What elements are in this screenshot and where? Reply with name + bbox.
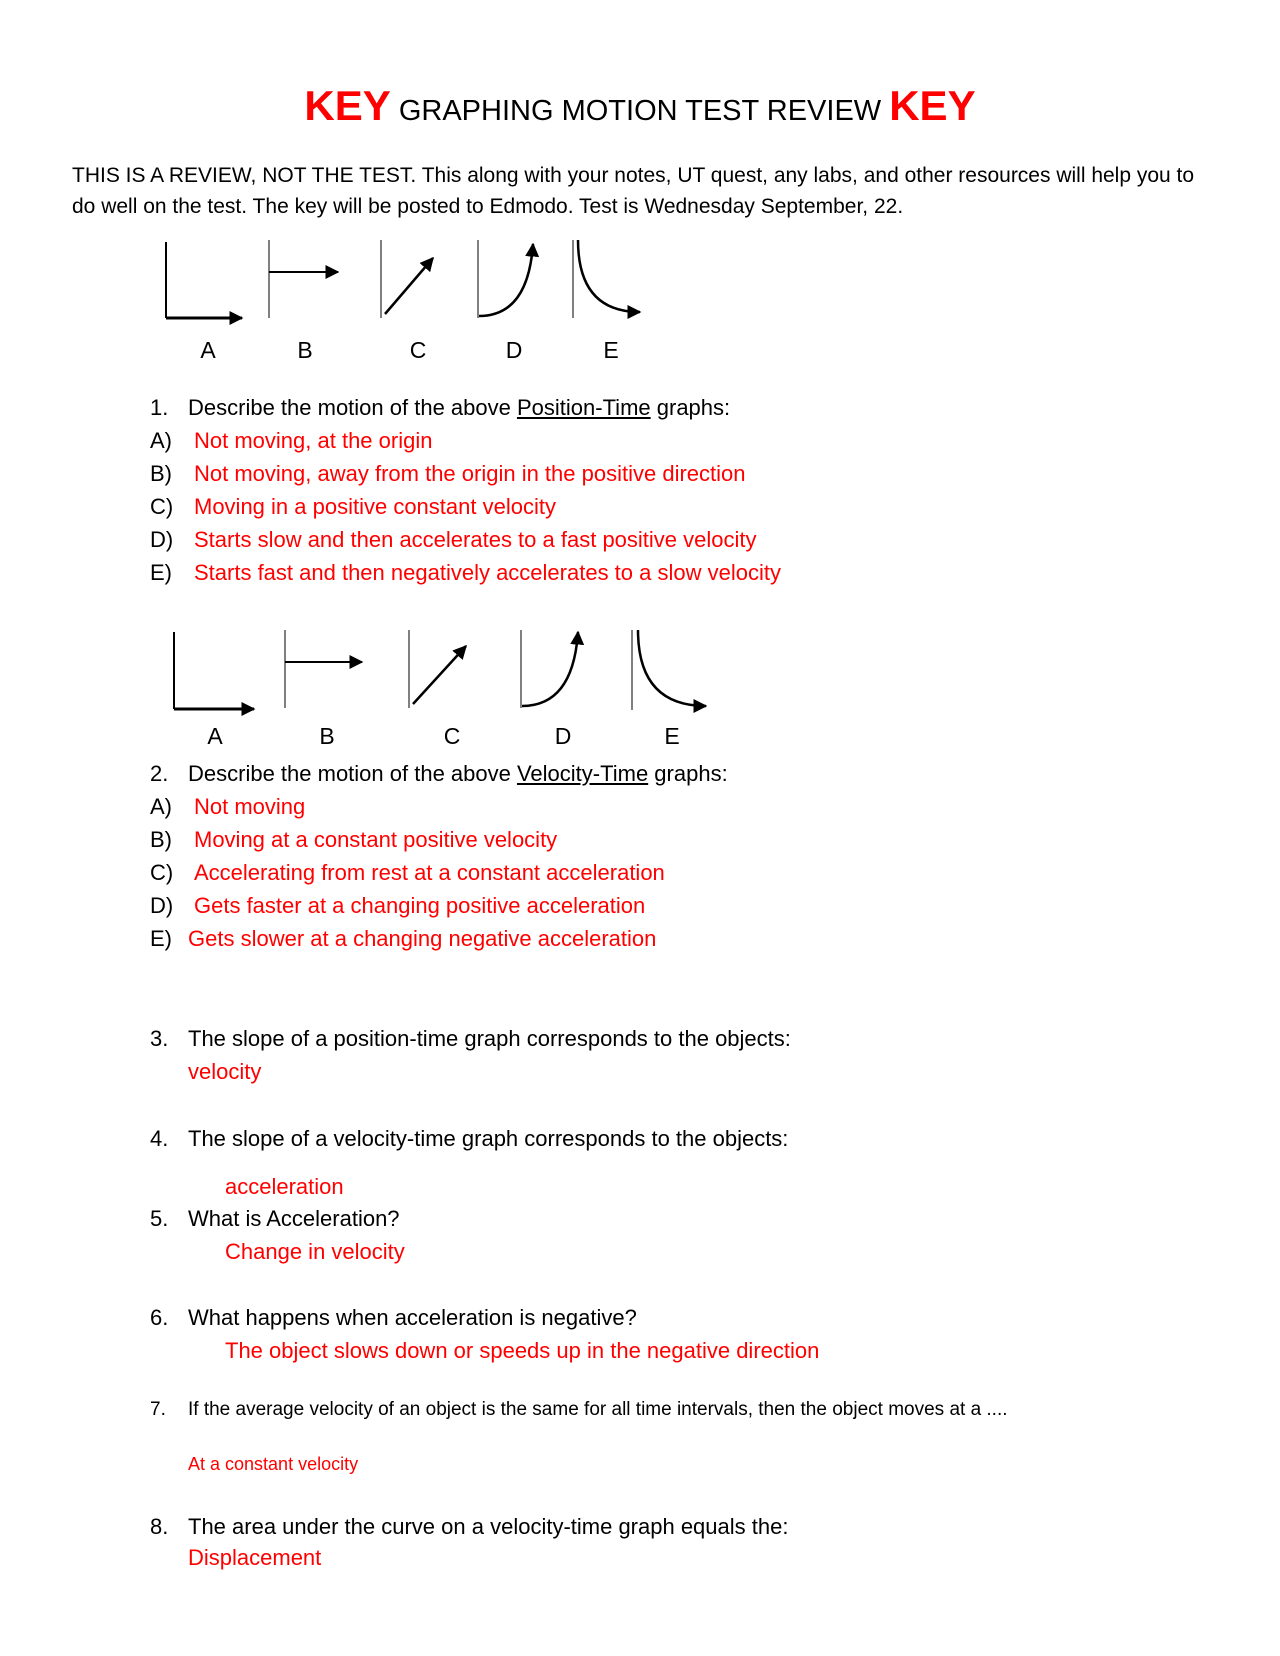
q1-option-a — [150, 428, 432, 454]
option-answer: Starts fast and then negatively accelerates to a slow velocity — [194, 560, 781, 585]
question-text-prefix: Describe the motion of the above — [188, 761, 517, 786]
answer-5: Change in velocity — [225, 1239, 405, 1264]
velocity-time-graphs — [0, 610, 1280, 750]
q1-option-b — [150, 461, 745, 487]
question-number: 4. — [150, 1126, 169, 1151]
answer-7: At a constant velocity — [188, 1454, 359, 1474]
graph-label-a: A — [200, 337, 216, 363]
q1-option-c — [150, 494, 556, 520]
question-text: What happens when acceleration is negative? — [188, 1305, 637, 1330]
title-key-right: KEY — [889, 82, 976, 129]
graph-label-a: A — [207, 723, 223, 749]
question-3 — [150, 1026, 791, 1052]
option-answer: Starts slow and then accelerates to a fast positive velocity — [194, 527, 757, 552]
question-7 — [150, 1399, 1008, 1421]
option-letter: B) — [150, 827, 172, 852]
question-text-suffix: graphs: — [650, 395, 731, 420]
q2-option-a — [150, 794, 305, 820]
position-time-graphs — [0, 220, 1280, 370]
option-letter: E) — [150, 560, 172, 585]
title-key-left: KEY — [304, 82, 391, 129]
graph-a — [174, 632, 254, 709]
answer-3: velocity — [188, 1059, 262, 1084]
question-4 — [150, 1126, 788, 1152]
question-1 — [150, 395, 730, 421]
option-letter: C) — [150, 860, 174, 885]
title-text: GRAPHING MOTION TEST REVIEW — [398, 95, 882, 127]
graph-d — [521, 630, 578, 708]
graph-label-b: B — [319, 723, 335, 749]
option-answer: Moving in a positive constant velocity — [194, 494, 556, 519]
question-8 — [150, 1514, 788, 1540]
question-number: 5. — [150, 1206, 169, 1231]
graph-label-b: B — [297, 337, 313, 363]
q2-option-b — [150, 827, 557, 853]
q2-option-c — [150, 860, 665, 886]
q1-option-e — [150, 560, 781, 586]
question-text-prefix: Describe the motion of the above — [188, 395, 517, 420]
option-answer: Not moving, away from the origin in the positive direction — [194, 461, 746, 486]
answer-6: The object slows down or speeds up in the negative direction — [225, 1338, 820, 1363]
option-answer: Gets faster at a changing positive acceleration — [194, 893, 646, 918]
q1-option-d — [150, 527, 757, 553]
answer-8: Displacement — [188, 1545, 322, 1570]
option-answer: Not moving — [194, 794, 306, 819]
question-number: 1. — [150, 395, 169, 420]
option-letter: D) — [150, 893, 174, 918]
graph-a — [166, 242, 242, 318]
graph-label-c: C — [443, 723, 461, 749]
answer-4: acceleration — [225, 1174, 344, 1199]
question-6 — [150, 1305, 637, 1331]
question-text: The area under the curve on a velocity-time graph equals the: — [188, 1514, 789, 1539]
q2-option-d — [150, 893, 645, 919]
option-answer: Gets slower at a changing negative acceleration — [188, 926, 657, 951]
graph-label-d: D — [505, 337, 523, 363]
question-number: 3. — [150, 1026, 169, 1051]
option-answer: Not moving, at the origin — [194, 428, 433, 453]
graph-c — [381, 240, 433, 318]
question-5 — [150, 1206, 400, 1232]
graph-c — [409, 630, 466, 708]
question-text: The slope of a velocity-time graph corresponds to the objects: — [188, 1126, 789, 1151]
graph-b — [285, 630, 362, 708]
option-letter: A) — [150, 428, 172, 453]
q2-option-e — [150, 926, 656, 952]
question-text: The slope of a position-time graph corresponds to the objects: — [188, 1026, 791, 1051]
option-letter: C) — [150, 494, 174, 519]
graph-d — [478, 240, 533, 318]
option-letter: E) — [150, 926, 172, 951]
question-number: 6. — [150, 1305, 169, 1330]
option-letter: A) — [150, 794, 172, 819]
option-answer: Moving at a constant positive velocity — [194, 827, 558, 852]
graph-e — [632, 630, 706, 710]
graph-label-c: C — [409, 337, 427, 363]
option-letter: B) — [150, 461, 172, 486]
question-number: 8. — [150, 1514, 169, 1539]
question-text: If the average velocity of an object is the same for all time intervals, then the object moves at a .... — [188, 1399, 1008, 1420]
graph-e — [573, 240, 640, 318]
question-underlined: Position-Time — [516, 395, 651, 420]
graph-label-e: E — [664, 723, 680, 749]
graph-label-d: D — [554, 723, 572, 749]
option-answer: Accelerating from rest at a constant acceleration — [194, 860, 665, 885]
question-underlined: Velocity-Time — [516, 761, 649, 786]
question-2 — [150, 761, 728, 787]
option-letter: D) — [150, 527, 174, 552]
graph-label-e: E — [603, 337, 619, 363]
intro-paragraph: THIS IS A REVIEW, NOT THE TEST. This along with your notes, UT quest, any labs, and other resources will help you to do well on the test. The key will be posted to Edmodo. Test is Wednesday September, 22. — [72, 164, 1195, 218]
question-number: 2. — [150, 761, 169, 786]
question-text-suffix: graphs: — [648, 761, 728, 786]
page-title — [0, 82, 1280, 130]
graph-b — [269, 240, 338, 318]
question-text: What is Acceleration? — [188, 1206, 400, 1231]
question-number: 7. — [150, 1399, 166, 1420]
